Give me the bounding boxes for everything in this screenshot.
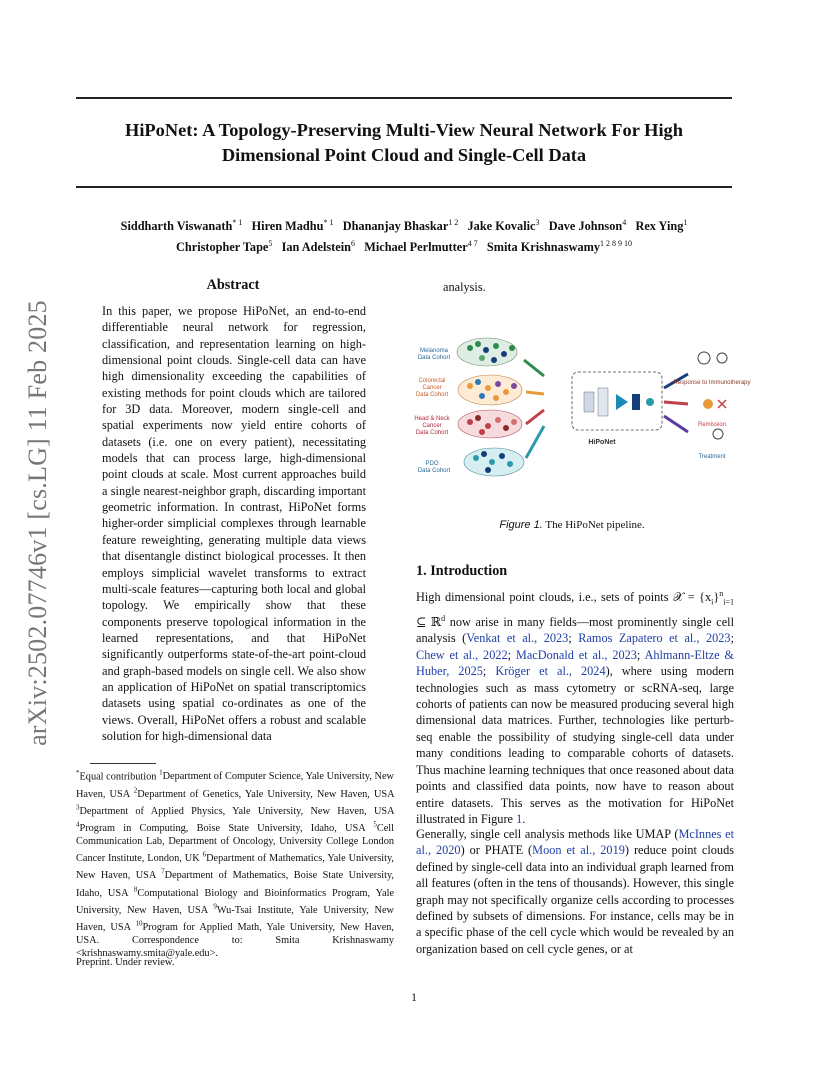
cohort-label: PDO Data Cohort — [417, 461, 451, 474]
title-rule-bottom — [76, 186, 732, 188]
affiliation-number: 7 — [161, 867, 165, 876]
text-run: ; — [482, 664, 496, 679]
text-run: i — [711, 597, 714, 607]
text-run: ; — [507, 647, 516, 662]
text-run: now arise in many fields—most prominently single cell analysis ( — [416, 615, 734, 646]
text-run: High dimensional point clouds, i.e., sets of points 𝒳 = {x — [416, 590, 712, 605]
text-run: d — [441, 613, 446, 623]
affiliation-text: Department of Mathematics, Yale University, New Haven, USA — [76, 853, 394, 882]
author: Hiren Madhu$^{* 1}$ — [251, 218, 334, 234]
caption-text: The HiPoNet pipeline. — [545, 519, 645, 531]
text-run: ) reduce point clouds defined by single-cell data into an individual graph learned from all features (often in the tens of thousands). However, this single graph may not specifically organize cells according to processes defined by subsets of dimensions. For instance, cells may be in a specific phase of the cell cycle which would be revealed by an organization based on cell cycle genes, or at — [416, 843, 735, 956]
section-heading-introduction: 1. Introduction — [416, 563, 508, 579]
preprint-note: Preprint. Under review. — [76, 957, 175, 968]
affiliation-number: 6 — [202, 850, 207, 859]
affiliation-number: 10 — [135, 919, 143, 928]
author: Dhananjay Bhaskar$^{1 2}$ — [342, 218, 459, 234]
hiponet-pipeline-figure — [412, 330, 751, 490]
intro-paragraph-2 — [416, 826, 734, 957]
center-label: HiPoNet — [588, 439, 616, 446]
text-run: ) or PHATE ( — [460, 843, 533, 858]
cohort-cluster — [458, 375, 522, 405]
output-label: Response to Immunotherapy — [673, 380, 751, 386]
abstract-heading: Abstract — [206, 277, 260, 293]
title-rule-top — [76, 97, 732, 99]
author: Smita Krishnaswamy$^{1 2 8 9 10}$ — [486, 239, 632, 255]
output-label: Remission — [697, 422, 727, 428]
affiliation-text: Department of Mathematics, Boise State University, Idaho, USA — [76, 870, 395, 899]
affiliation-number: 9 — [213, 902, 217, 911]
text-run: ; — [636, 647, 645, 662]
cohort-cluster — [457, 338, 517, 366]
citation-link[interactable]: McInnes et al., 2020 — [416, 827, 735, 858]
hiponet-box — [572, 372, 662, 430]
author: Christopher Tape$^5$ — [176, 239, 273, 255]
caption-label: Figure 1. — [499, 519, 543, 531]
citation-link[interactable]: Ramos Zapatero et al., 2023 — [578, 631, 731, 646]
citation-link[interactable]: MacDonald et al., 2023 — [515, 647, 637, 662]
affiliation-number: 3 — [76, 803, 80, 812]
affiliation-number: 5 — [373, 820, 377, 829]
text-run: ⊆ ℝ — [416, 615, 442, 630]
affiliation-text: Department of Applied Physics, Yale University, New Haven, USA — [79, 805, 394, 817]
text-run: n — [719, 589, 724, 598]
cohort-cluster — [458, 410, 522, 438]
arxiv-stamp-text: arXiv:2502.07746v1 [cs.LG] 11 Feb 2025 — [23, 300, 52, 746]
citation-link[interactable]: Chew et al., 2022 — [416, 647, 508, 662]
affiliation-text: Wu-Tsai Institute, Yale University, New Haven, USA — [76, 904, 394, 933]
abstract-continued: analysis. — [443, 280, 486, 294]
affiliation-text: Cell Communication Lab, Department of Oncology, University College London Cancer Institute, London, UK — [76, 823, 394, 865]
intro-paragraph-1 — [416, 586, 734, 827]
author-list — [76, 214, 732, 256]
text-run: i=1 — [723, 597, 734, 607]
page-number: 1 — [411, 990, 417, 1004]
author: Michael Perlmutter$^{4 7}$ — [364, 239, 478, 255]
text-run: Generally, single cell analysis methods like UMAP ( — [416, 827, 679, 841]
affiliation-number: 1 — [159, 769, 163, 777]
citation-link[interactable]: Moon et al., 2019 — [532, 843, 625, 858]
affiliation-text: Program in Computing, Boise State University, Idaho, USA — [79, 823, 366, 835]
author: Rex Ying$^1$ — [635, 218, 688, 234]
citation-link[interactable]: Venkat et al., 2023 — [466, 631, 569, 646]
affiliation-number: 2 — [133, 786, 138, 795]
affiliation-number: 4 — [76, 820, 80, 829]
text-run: . — [522, 811, 526, 826]
figure-caption — [412, 519, 732, 531]
paper-title: HiPoNet: A Topology-Preserving Multi-View Neural Network For High Dimensional Point Cloud and Single-Cell Data — [125, 120, 683, 165]
text-run: ; — [730, 631, 735, 646]
text-run: ; — [568, 631, 579, 646]
affiliation-text: Department of Computer Science, Yale University, New Haven, USA — [76, 771, 394, 800]
affiliation-text: Computational Biology and Bioinformatics Program, Yale University, New Haven, USA — [76, 887, 395, 916]
text-run: ), where using modern technologies such as mass cytometry or scRNA-seq, large cohorts of patients can now be measured producing several high dimensional data matrices. Further, technologies like perturb-seq enable the possibility of studying single-cell data under many conditions leading to comparable cohorts of datasets. Thus machine learning techniques that once reasoned about data points and classified data points, now have to reason about entire datasets. This serves as the motivation for HiPoNet illustrated in Figure — [416, 664, 734, 826]
author: Jake Kovalic$^3$ — [467, 218, 540, 234]
citation-link[interactable]: Ahlmann-Eltze & Huber, 2025 — [416, 647, 734, 679]
cohort-cluster — [464, 448, 524, 476]
affiliation-text: Department of Genetics, Yale University, New Haven, USA — [137, 788, 395, 800]
footnote-rule — [90, 763, 156, 764]
citation-link[interactable]: 1 — [516, 811, 523, 826]
input-arrows — [524, 360, 544, 458]
correspondence: Correspondence to: Smita Krishnaswamy <krishnaswamy.smita@yale.edu>. — [76, 934, 394, 959]
author: Siddharth Viswanath$^{* 1}$ — [120, 218, 243, 234]
cohort-label: Head & Neck Cancer Data Cohort — [414, 416, 450, 436]
citation-link[interactable]: Kröger et al., 2024 — [495, 664, 606, 679]
author-line-2 — [76, 235, 732, 256]
author: Ian Adelstein$^6$ — [281, 239, 355, 255]
author: Dave Johnson$^4$ — [548, 218, 627, 234]
affiliation-text: Program for Applied Math, Yale University, New Haven, USA. — [76, 921, 394, 946]
abstract-body: In this paper, we propose HiPoNet, an end-to-end differentiable neural network for regression, classification, and representation learning on high-dimensional point clouds. Single-cell data can have high dimensionality exceeding the capabilities of existing methods for point clouds which are tailored for 3D data. Moreover, modern single-cell and spatial experiments now yield entire cohorts of datasets (i.e. one on every patient), necessitating models that can process large, high-dimensional point clouds at scale. Most current approaches build a single nearest-neighbor graph, discarding important geometric information. In contrast, HiPoNet forms higher-order simplicial complexes through learnable feature reweighting, generating multiple data views that disentangle distinct biological processes. It then employs simplicial wavelet transforms to extract multi-scale features—capturing both local and global topology. We empirically show that these components preserve topological information in the learned representations, and that HiPoNet significantly outperforms state-of-the-art point-cloud and graph-based models on single cell. We also show an application of HiPoNet on spatial transcriptomics datasets using spatial co-ordinates as one of the views. Overall, HiPoNet offers a robust and scalable solution for high-dimensional data — [102, 304, 366, 743]
affiliation-number: 8 — [133, 885, 138, 894]
text-run: } — [713, 590, 720, 605]
author-line-1 — [76, 214, 732, 235]
arxiv-stamp — [18, 288, 58, 758]
footnote: *Equal contribution $^1$Department of Computer Science, Yale University, New Haven, USA $^2$Department of Genetics, Yale University, New Haven, USA $^3$Department of Applied Physics, Yale University, New Haven, USA $^4$Program in Computing, Boise State University, Idaho, USA $^5$Cell Communication Lab, Department of Oncology, University College London Cancer Institute, London, UK $^6$Department of Mathematics, Yale University, New Haven, USA $^7$Department of Mathematics, Boise State University, Idaho, USA $^8$Computational Biology and Bioinformatics Program, Yale University, New Haven, USA $^9$Wu-Tsai Institute, Yale University, New Haven, USA $^{10}$Program for Applied Math, Yale University, New Haven, USA. Correspondence to: Smita Krishnaswamy <krishnaswamy.smita@yale.edu>. — [76, 769, 395, 959]
output-label: Treatment — [698, 454, 726, 460]
footnote-star: * — [76, 769, 80, 777]
cohort-label: Melanoma Data Cohort — [417, 348, 451, 361]
cohort-label: Colorectal Cancer Data Cohort — [415, 378, 449, 398]
